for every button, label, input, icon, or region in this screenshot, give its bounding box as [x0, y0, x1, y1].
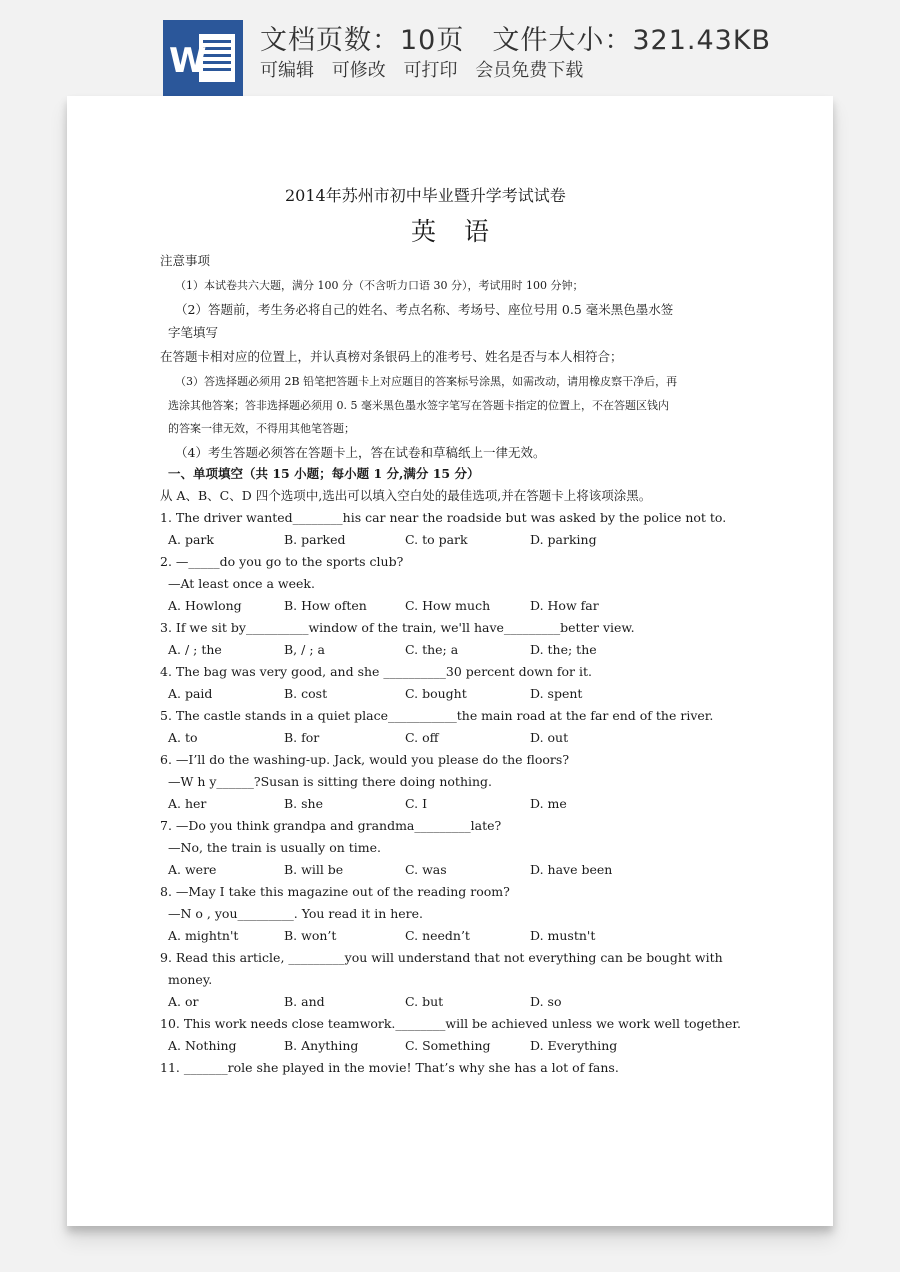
option-d: D. have been [530, 862, 613, 877]
question-3: 3. If we sit by__________window of the train, we'll have_________better view. [160, 620, 635, 635]
option-c: C. bought [405, 686, 467, 701]
option-d: D. spent [530, 686, 583, 701]
option-d: D. out [530, 730, 569, 745]
option-a: A. to [168, 730, 198, 745]
option-c: C. Something [405, 1038, 491, 1053]
option-a: A. paid [168, 686, 213, 701]
feature-modifiable: 可修改 [331, 60, 386, 81]
option-a: A. or [168, 994, 199, 1009]
document-page [67, 96, 833, 1226]
feature-editable: 可编辑 [260, 60, 314, 81]
option-b: B. and [284, 994, 325, 1009]
feature-printable: 可打印 [403, 60, 458, 81]
option-c: C. was [405, 862, 447, 877]
question-8: 8. —May I take this magazine out of the reading room? [160, 884, 510, 899]
document-info-banner [0, 0, 900, 100]
question-2: 2. —_____do you go to the sports club? [160, 554, 404, 569]
note-2b: 字笔填写 [168, 325, 219, 340]
section-heading: 一、单项填空（共 15 小题；每小题 1 分,满分 15 分） [168, 466, 480, 481]
note-4: （4）考生答题必须答在答题卡上，答在试卷和草稿纸上一律无效。 [175, 445, 546, 460]
option-d: D. me [530, 796, 567, 811]
option-c: C. to park [405, 532, 468, 547]
question-6-reply: —W h y______?Susan is sitting there doing nothing. [168, 774, 493, 789]
option-c: C. How much [405, 598, 491, 613]
option-c: C. I [405, 796, 428, 811]
option-d: D. so [530, 994, 562, 1009]
question-11: 11. _______role she played in the movie! That’s why she has a lot of fans. [160, 1060, 619, 1075]
option-b: B. will be [284, 862, 344, 877]
question-2-reply: —At least once a week. [168, 576, 315, 591]
question-8-reply: —N o , you_________. You read it in here. [168, 906, 424, 921]
option-a: A. Howlong [168, 598, 242, 613]
exam-subject: 英 语 [411, 217, 499, 246]
question-4: 4. The bag was very good, and she __________30 percent down for it. [160, 664, 592, 679]
question-7: 7. —Do you think grandpa and grandma_________late? [160, 818, 502, 833]
option-b: B. parked [284, 532, 346, 547]
file-size: 文件大小：321.43KB [492, 25, 772, 56]
question-10: 10. This work needs close teamwork.________will be achieved unless we work well together. [160, 1016, 741, 1031]
option-a: A. mightn't [168, 928, 239, 943]
note-2a: （2）答题前，考生务必将自己的姓名、考点名称、考场号、座位号用 0.5 毫米黑色墨水签 [175, 302, 674, 317]
option-a: A. her [168, 796, 207, 811]
question-9-continued: money. [168, 972, 213, 987]
banner-title [260, 18, 771, 57]
option-a: A. / ; the [168, 642, 222, 657]
option-c: C. the; a [405, 642, 459, 657]
question-5: 5. The castle stands in a quiet place___________the main road at the far end of the river. [160, 708, 714, 723]
word-icon-letter: W [169, 41, 207, 81]
option-b: B. How often [284, 598, 367, 613]
option-a: A. were [168, 862, 217, 877]
feature-member-download: 会员免费下载 [475, 60, 584, 81]
exam-title: 2014年苏州市初中毕业暨升学考试试卷 [285, 186, 566, 205]
option-b: B. Anything [284, 1038, 359, 1053]
note-1: （1）本试卷共六大题，满分 100 分（不含听力口语 30 分），考试用时 100 分钟； [175, 279, 584, 292]
option-a: A. park [168, 532, 214, 547]
question-9: 9. Read this article, _________you will understand that not everything can be bought with [160, 950, 723, 965]
question-1: 1. The driver wanted________his car near the roadside but was asked by the police not to. [160, 510, 727, 525]
option-a: A. Nothing [168, 1038, 237, 1053]
option-b: B. for [284, 730, 320, 745]
option-d: D. How far [530, 598, 599, 613]
option-c: C. needn’t [405, 928, 470, 943]
option-d: D. Everything [530, 1038, 618, 1053]
option-b: B. cost [284, 686, 328, 701]
instruction: 从 A、B、C、D 四个选项中,选出可以填入空白处的最佳选项,并在答题卡上将该项涂黑。 [160, 488, 652, 503]
question-7-reply: —No, the train is usually on time. [168, 840, 382, 855]
option-c: C. off [405, 730, 439, 745]
feature-list [260, 56, 595, 82]
option-d: D. mustn't [530, 928, 596, 943]
option-b: B, / ; a [284, 642, 325, 657]
note-3a: （3）答选择题必须用 2B 铅笔把答题卡上对应题目的答案标号涂黑，如需改动，请用橡皮察干净后，再 [175, 375, 678, 388]
notes-heading: 注意事项 [160, 253, 211, 268]
note-3c: 的答案一律无效，不得用其他笔答题； [168, 422, 355, 435]
question-6: 6. —I’ll do the washing-up. Jack, would you please do the floors? [160, 752, 570, 767]
option-b: B. she [284, 796, 323, 811]
page-count: 文档页数：10页 [260, 25, 465, 56]
note-2c: 在答题卡相对应的位置上，并认真榜对条银码上的准考号、姓名是否与本人相符合； [160, 349, 623, 364]
note-3b: 选涂其他答案；答非选择题必须用 0. 5 毫米黑色墨水签字笔写在答题卡指定的位置上，不在答题区钱内 [168, 399, 669, 412]
word-document-icon [163, 20, 243, 96]
option-d: D. the; the [530, 642, 597, 657]
option-c: C. but [405, 994, 444, 1009]
option-d: D. parking [530, 532, 597, 547]
option-b: B. won’t [284, 928, 337, 943]
